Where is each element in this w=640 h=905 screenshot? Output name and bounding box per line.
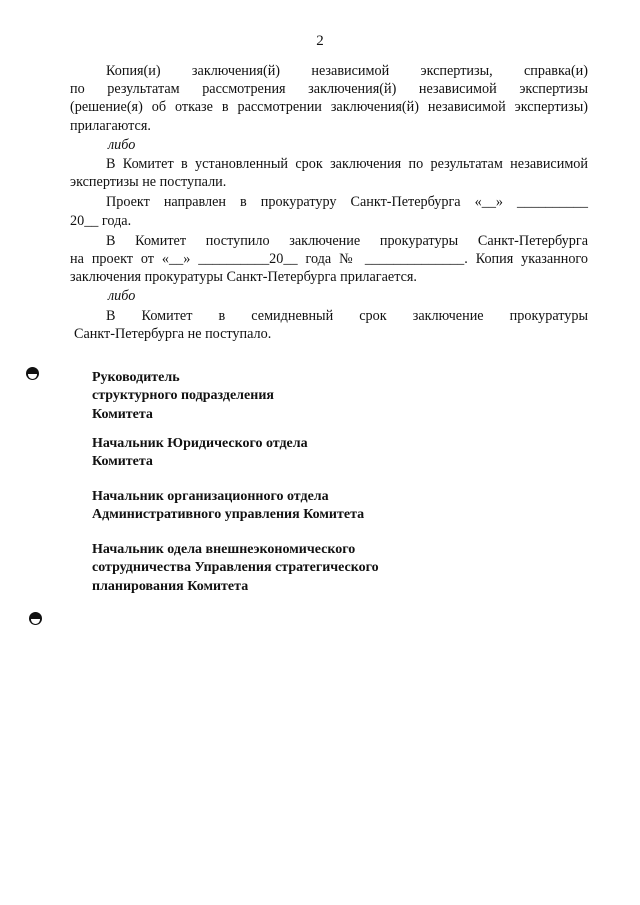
paragraph-prosecutor-sent <box>70 193 588 229</box>
text-line: Проект направлен в прокуратуру Санкт-Петербурга «__» __________ <box>106 194 588 211</box>
signature-line: Начальник Юридического отдела <box>92 436 308 451</box>
libo-label: либо <box>108 136 136 153</box>
text-line: Санкт-Петербурга не поступало. <box>74 325 272 342</box>
text-line: (решение(я) об отказе в рассмотрении заключения(й) независимой экспертизы) <box>70 99 588 116</box>
signature-block-head-of-division <box>92 369 552 424</box>
text-line: на проект от «__» __________20__ года № ______________. Копия указанного <box>70 251 588 268</box>
signature-line: Комитета <box>92 406 153 422</box>
punch-hole-mark <box>26 367 39 380</box>
paragraph-prosecutor-none <box>70 307 588 343</box>
text-line: В Комитет в семидневный срок заключение прокуратуры <box>106 307 588 324</box>
paragraph-no-expertise <box>70 155 588 191</box>
text-line: Копия(и) заключения(й) независимой экспертизы, справка(и) <box>106 63 588 79</box>
paragraph-prosecutor-received <box>70 232 588 287</box>
text-line: В Комитет в установленный срок заключения по результатам независимой <box>106 156 588 173</box>
text-line: В Комитет поступило заключение прокуратуры Санкт-Петербурга <box>106 232 588 249</box>
text-line: 20__ года. <box>70 212 132 229</box>
signature-line: Начальник одела внешнеэкономического <box>92 542 356 557</box>
page-number: 2 <box>316 33 324 49</box>
signature-line: планирования Комитета <box>92 578 249 594</box>
text-line: по результатам рассмотрения заключения(й) независимой экспертизы <box>70 81 588 98</box>
text-line: прилагаются. <box>70 117 151 134</box>
paragraph-attachments <box>70 62 588 135</box>
signature-block-organizational-dept <box>92 488 552 525</box>
signature-block-legal-dept <box>92 435 552 472</box>
signature-line: Комитета <box>92 454 153 470</box>
signature-block-foreign-economic-dept <box>92 541 552 596</box>
document-body <box>70 62 588 343</box>
signature-line: Административного управления Комитета <box>92 507 365 523</box>
signature-line: Начальник организационного отдела <box>92 489 329 504</box>
signature-line: сотрудничества Управления стратегического <box>92 560 379 576</box>
text-line: заключения прокуратуры Санкт-Петербурга прилагается. <box>70 269 417 286</box>
signature-line: Руководитель <box>92 370 180 385</box>
signature-line: структурного подразделения <box>92 388 274 404</box>
text-line: экспертизы не поступали. <box>70 174 227 191</box>
libo-label: либо <box>108 288 136 305</box>
punch-hole-mark <box>29 612 42 625</box>
